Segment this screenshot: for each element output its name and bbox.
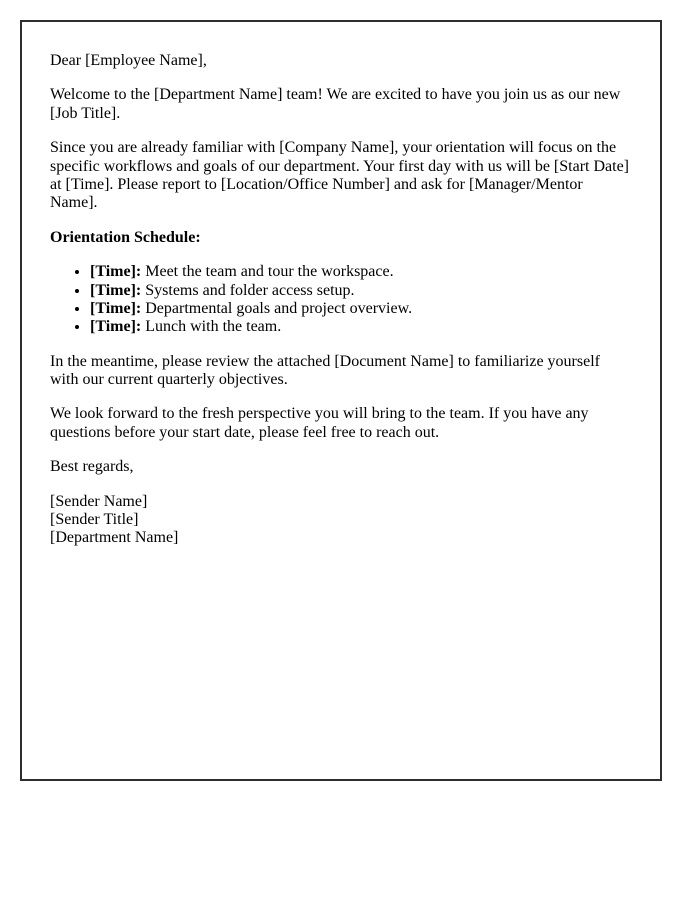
intro-paragraph: Welcome to the [Department Name] team! We are excited to have you join us as our new [Job Title]. xyxy=(50,86,621,122)
schedule-item-time-label: [Time]: xyxy=(90,263,142,281)
schedule-item-text: Meet the team and tour the workspace. xyxy=(141,263,394,281)
schedule-list xyxy=(50,263,630,337)
schedule-item-text: Systems and folder access setup. xyxy=(141,281,355,299)
closing-paragraph: We look forward to the fresh perspective you will bring to the team. If you have any questions before your start date, please feel free to reach out. xyxy=(50,405,589,441)
schedule-item xyxy=(90,318,630,336)
schedule-item xyxy=(90,282,630,300)
schedule-heading xyxy=(50,229,630,247)
letter-page xyxy=(20,20,662,781)
signature-department: [Department Name] xyxy=(50,529,179,547)
sign-off: Best regards, xyxy=(50,458,134,476)
details-paragraph: Since you are already familiar with [Company Name], your orientation will focus on the specific workflows and goals of our department. Your first day with us will be [Start Date] at [Time]. Please report to [Location/Office Number] and ask for [Manager/Mentor Name]. xyxy=(50,139,629,212)
salutation: Dear [Employee Name], xyxy=(50,52,207,69)
schedule-item-text: Lunch with the team. xyxy=(141,318,282,336)
schedule-item xyxy=(90,263,630,281)
signature-block xyxy=(50,493,630,548)
signature-title: [Sender Title] xyxy=(50,511,139,529)
schedule-item-text: Departmental goals and project overview. xyxy=(141,299,413,317)
schedule-item-time-label: [Time]: xyxy=(90,318,142,336)
schedule-heading-text: Orientation Schedule: xyxy=(50,228,201,246)
schedule-item xyxy=(90,300,630,318)
schedule-item-time-label: [Time]: xyxy=(90,299,142,317)
signature-name: [Sender Name] xyxy=(50,492,148,510)
schedule-item-time-label: [Time]: xyxy=(90,281,142,299)
attachment-paragraph: In the meantime, please review the attached [Document Name] to familiarize yourself with our current quarterly objectives. xyxy=(50,352,600,389)
